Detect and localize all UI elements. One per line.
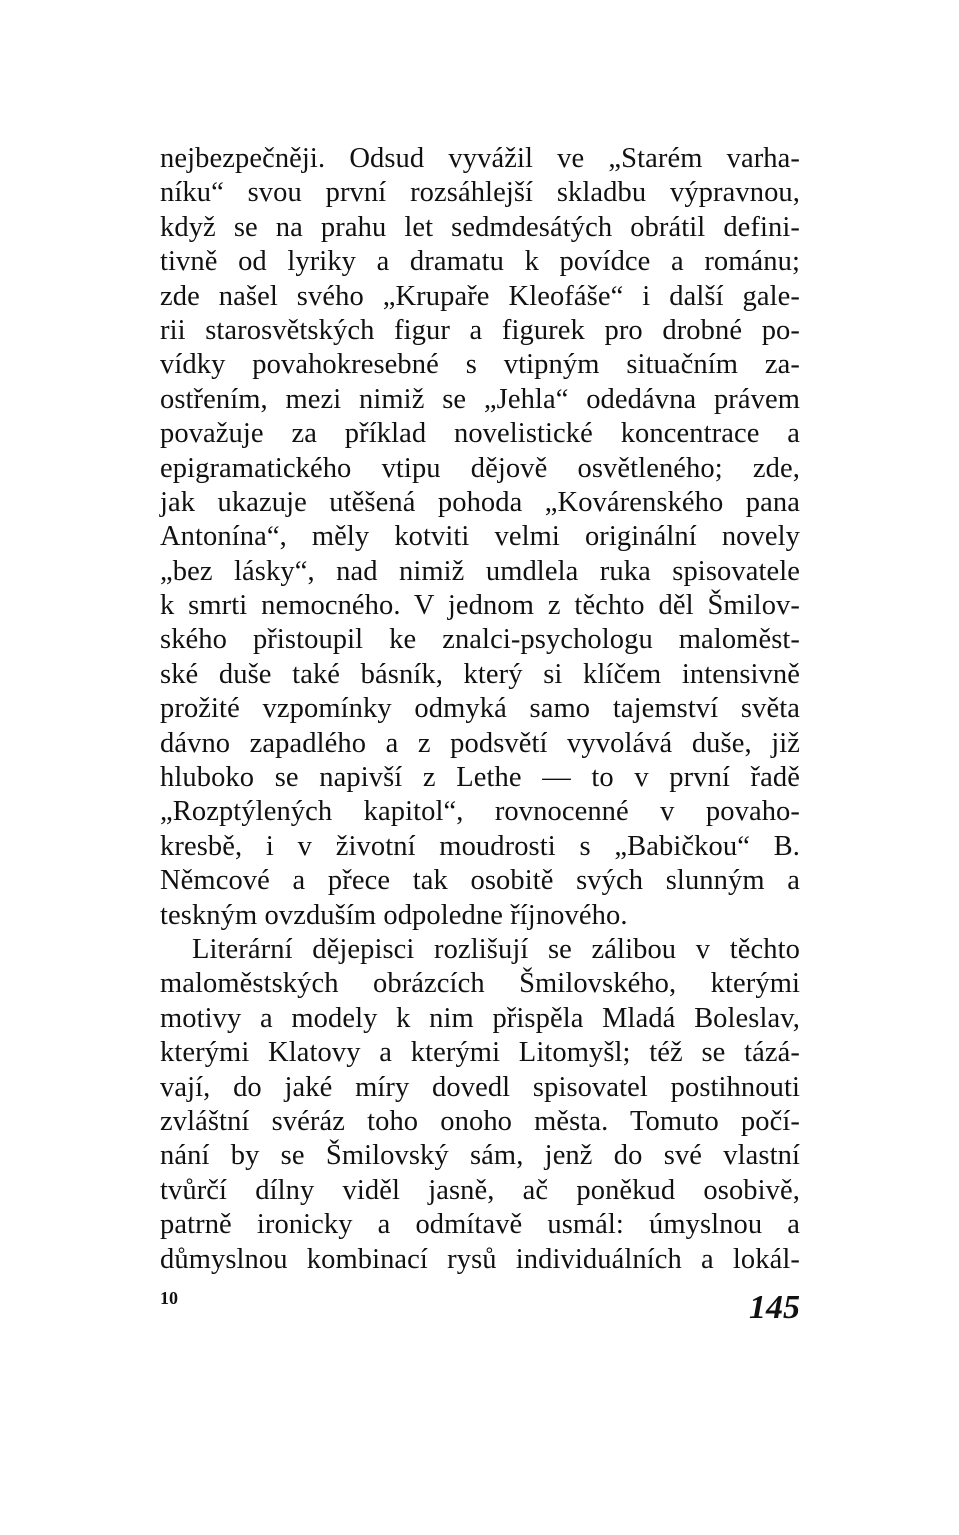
text-line: když se na prahu let sedmdesátých obrátil defini- <box>160 211 800 243</box>
text-line: nání by se Šmilovský sám, jenž do své vlastní <box>160 1140 800 1172</box>
text-line: rii starosvětských figur a figurek pro drobné po- <box>160 314 800 346</box>
text-line: „Rozptýlených kapitol“, rovnocenné v povaho- <box>160 796 800 828</box>
text-line: „bez lásky“, nad nimiž umdlela ruka spisovatele <box>160 555 800 587</box>
text-line: ské duše také básník, který si klíčem intensivně <box>160 658 800 690</box>
text-line: teskným ovzduším odpoledne říjnového. <box>160 899 628 931</box>
printer-signature-mark: 10 <box>160 1288 178 1308</box>
text-line: níku“ svou první rozsáhlejší skladbu výpravnou, <box>160 177 800 209</box>
text-line: kresbě, i v životní moudrosti s „Babičkou“ B. <box>160 830 800 862</box>
text-line: důmyslnou kombinací rysů individuálních a lokál- <box>160 1243 800 1275</box>
text-line: maloměstských obrázcích Šmilovského, kterými <box>160 968 800 1000</box>
text-line: motivy a modely k nim přispěla Mladá Boleslav, <box>160 1002 800 1034</box>
text-line: dávno zapadlého a z podsvětí vyvolává duše, již <box>160 727 800 759</box>
text-line: ostřením, mezi nimiž se „Jehla“ odedávna právem <box>160 383 800 415</box>
text-line: tivně od lyriky a dramatu k povídce a románu; <box>160 246 800 278</box>
text-line: vídky povahokresebné s vtipným situačním za- <box>160 349 800 381</box>
text-line: k smrti nemocného. V jednom z těchto děl Šmilov- <box>160 590 800 622</box>
paragraph-2 <box>160 933 800 1277</box>
text-line: Němcové a přece tak osobitě svých slunným a <box>160 865 800 897</box>
page-number: 145 <box>749 1289 800 1326</box>
text-line: zde našel svého „Krupaře Kleofáše“ i další gale- <box>160 280 800 312</box>
text-line: zvláštní svéráz toho onoho města. Tomuto počí- <box>160 1105 800 1137</box>
paragraph-1 <box>160 142 800 933</box>
text-line: ského přistoupil ke znalci-psychologu maloměst- <box>160 624 800 656</box>
body-text <box>160 142 800 1277</box>
text-line: nejbezpečněji. Odsud vyvážil ve „Starém varha- <box>160 143 800 174</box>
text-line: hluboko se napivší z Lethe — to v první řadě <box>160 762 800 794</box>
text-line: tvůrčí dílny viděl jasně, ač poněkud osobivě, <box>160 1174 800 1206</box>
text-line: epigramatického vtipu dějově osvětleného; zde, <box>160 452 800 484</box>
text-line: kterými Klatovy a kterými Litomyšl; též se tázá- <box>160 1037 800 1069</box>
text-line: vají, do jaké míry dovedl spisovatel postihnouti <box>160 1071 800 1103</box>
text-line: Literární dějepisci rozlišují se zálibou v těchto <box>192 933 800 965</box>
text-line: jak ukazuje utěšená pohoda „Kovárenského pana <box>160 486 800 518</box>
text-line: považuje za příklad novelistické koncentrace a <box>160 418 800 450</box>
text-line: prožité vzpomínky odmyká samo tajemství světa <box>160 693 800 725</box>
text-line: Antonína“, měly kotviti velmi originální novely <box>160 521 800 553</box>
text-line: patrně ironicky a odmítavě usmál: úmyslnou a <box>160 1209 800 1241</box>
